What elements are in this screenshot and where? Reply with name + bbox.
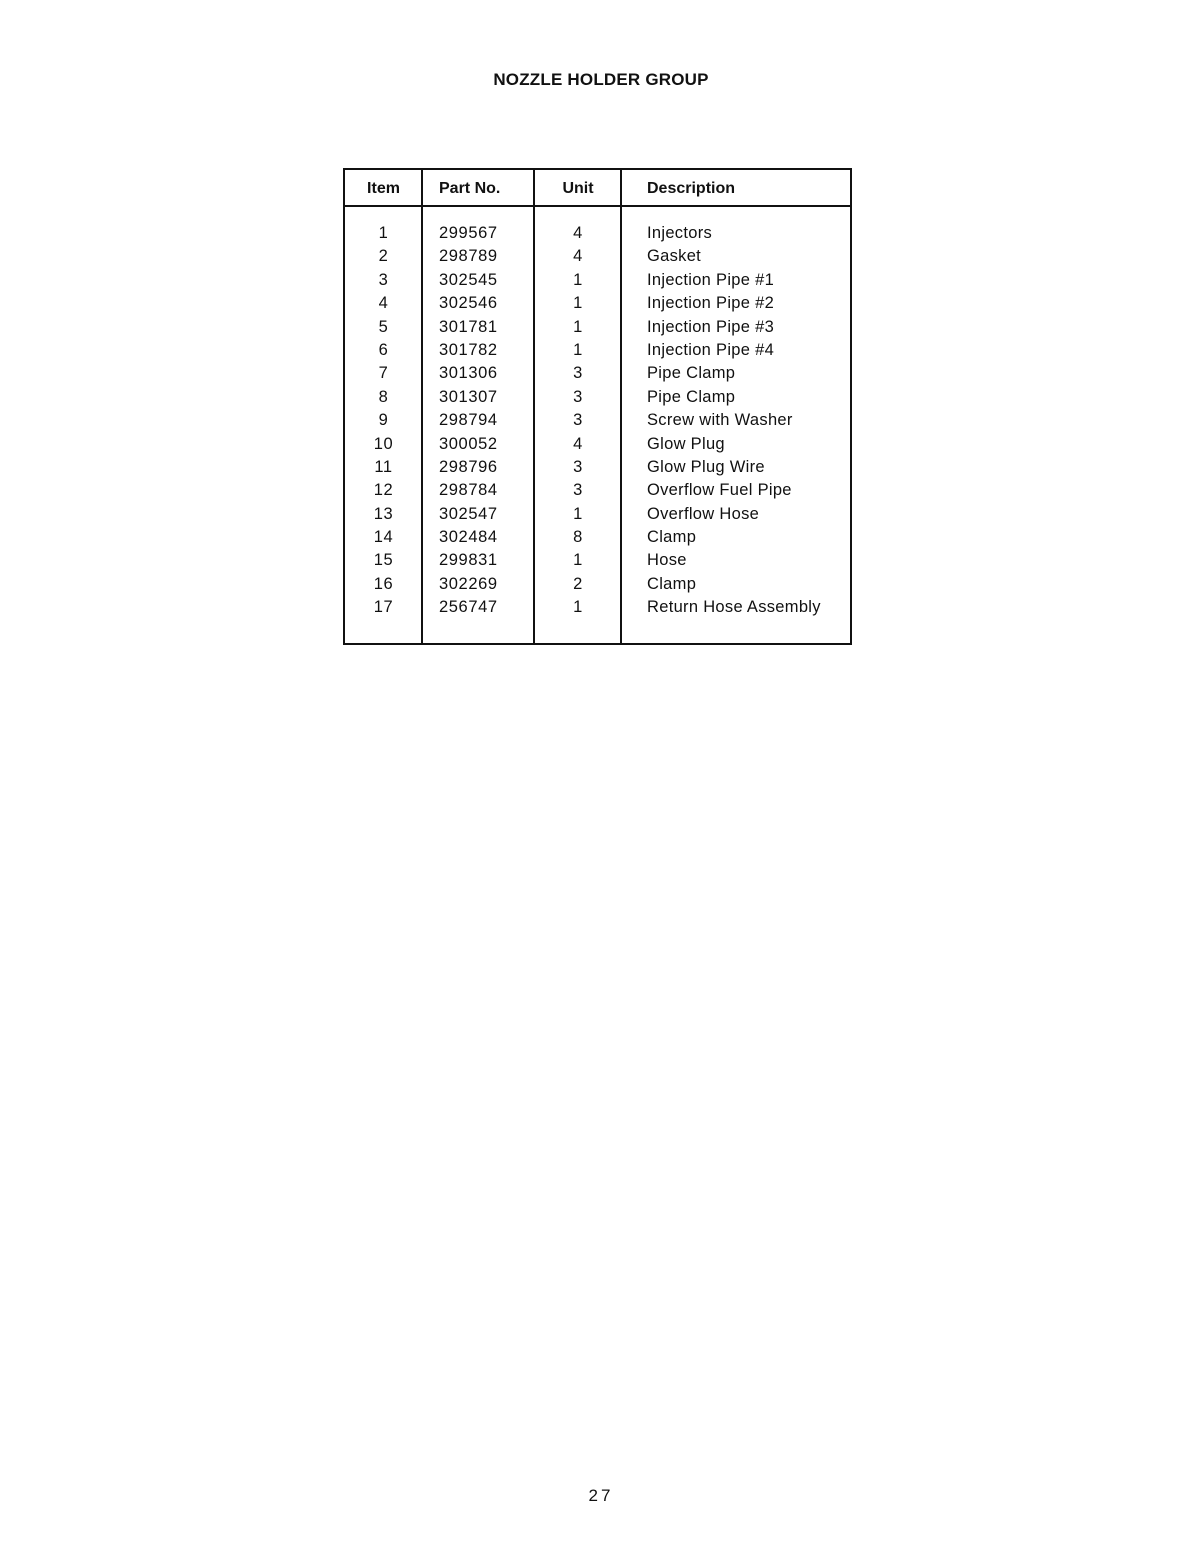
table-row <box>345 341 850 364</box>
unit-cell: 1 <box>573 270 583 289</box>
part-no-cell: 299831 <box>439 551 498 570</box>
item-cell: 7 <box>378 364 389 383</box>
item-cell: 9 <box>378 411 389 430</box>
description-cell: Gasket <box>647 247 702 266</box>
description-cell: Overflow Fuel Pipe <box>647 481 792 500</box>
description-cell: Clamp <box>647 528 697 547</box>
unit-cell: 3 <box>573 387 583 406</box>
description-cell: Glow Plug <box>647 434 725 453</box>
part-no-cell: 301307 <box>439 387 498 406</box>
unit-cell: 8 <box>573 528 583 547</box>
table-row <box>345 598 850 621</box>
unit-cell: 3 <box>573 411 583 430</box>
item-cell: 12 <box>373 481 394 500</box>
parts-table <box>343 168 852 645</box>
part-no-cell: 302269 <box>439 574 498 593</box>
header-unit: Unit <box>562 180 594 197</box>
table-row <box>345 318 850 341</box>
part-no-cell: 301781 <box>439 317 498 336</box>
page-title: NOZZLE HOLDER GROUP <box>493 70 709 89</box>
table-row <box>345 247 850 270</box>
part-no-cell: 302546 <box>439 294 498 313</box>
unit-cell: 3 <box>573 457 583 476</box>
unit-cell: 3 <box>573 364 583 383</box>
item-cell: 6 <box>378 340 389 359</box>
part-no-cell: 302545 <box>439 270 498 289</box>
table-row <box>345 364 850 387</box>
table-row <box>345 458 850 481</box>
description-cell: Injection Pipe #3 <box>647 317 775 336</box>
table-row <box>345 388 850 411</box>
description-cell: Injectors <box>647 224 713 242</box>
part-no-cell: 298784 <box>439 481 498 500</box>
part-no-cell: 256747 <box>439 598 498 617</box>
item-cell: 2 <box>378 247 389 266</box>
item-cell: 4 <box>378 294 389 313</box>
unit-cell: 1 <box>573 317 583 336</box>
unit-cell: 4 <box>573 224 583 242</box>
unit-cell: 1 <box>573 598 583 617</box>
table-row <box>345 411 850 434</box>
item-cell: 5 <box>378 317 389 336</box>
table-row <box>345 575 850 598</box>
part-no-cell: 299567 <box>439 224 498 242</box>
unit-cell: 4 <box>573 434 583 453</box>
part-no-cell: 298794 <box>439 411 498 430</box>
header-part-no: Part No. <box>439 180 501 197</box>
part-no-cell: 298796 <box>439 457 498 476</box>
description-cell: Screw with Washer <box>647 411 793 430</box>
item-cell: 17 <box>373 598 394 617</box>
description-cell: Pipe Clamp <box>647 364 736 383</box>
part-no-cell: 298789 <box>439 247 498 266</box>
unit-cell: 4 <box>573 247 583 266</box>
item-cell: 10 <box>373 434 394 453</box>
item-cell: 3 <box>378 270 389 289</box>
table-row <box>345 271 850 294</box>
description-cell: Pipe Clamp <box>647 387 736 406</box>
item-cell: 13 <box>373 504 394 523</box>
item-cell: 8 <box>378 387 389 406</box>
table-row <box>345 551 850 574</box>
item-cell: 15 <box>373 551 394 570</box>
page-number: 27 <box>588 1486 614 1505</box>
table-row <box>345 435 850 458</box>
table-body <box>345 224 850 622</box>
part-no-cell: 301306 <box>439 364 498 383</box>
description-cell: Glow Plug Wire <box>647 457 765 476</box>
header-description: Description <box>647 180 736 197</box>
item-cell: 14 <box>373 528 394 547</box>
item-cell: 1 <box>378 224 389 242</box>
description-cell: Hose <box>647 551 687 570</box>
table-row <box>345 505 850 528</box>
unit-cell: 1 <box>573 551 583 570</box>
item-cell: 11 <box>374 457 393 476</box>
unit-cell: 3 <box>573 481 583 500</box>
part-no-cell: 301782 <box>439 340 498 359</box>
table-row <box>345 481 850 504</box>
description-cell: Return Hose Assembly <box>647 598 821 617</box>
description-cell: Clamp <box>647 574 697 593</box>
table-row <box>345 294 850 317</box>
table-header <box>345 170 850 206</box>
unit-cell: 1 <box>573 294 583 313</box>
description-cell: Injection Pipe #4 <box>647 340 775 359</box>
header-item: Item <box>367 180 400 197</box>
part-no-cell: 300052 <box>439 434 498 453</box>
table-row <box>345 224 850 247</box>
part-no-cell: 302547 <box>439 504 498 523</box>
unit-cell: 1 <box>573 504 583 523</box>
unit-cell: 2 <box>573 574 583 593</box>
part-no-cell: 302484 <box>439 528 498 547</box>
item-cell: 16 <box>373 574 394 593</box>
description-cell: Injection Pipe #2 <box>647 294 775 313</box>
table-row <box>345 528 850 551</box>
description-cell: Overflow Hose <box>647 504 760 523</box>
description-cell: Injection Pipe #1 <box>647 270 775 289</box>
unit-cell: 1 <box>573 340 583 359</box>
